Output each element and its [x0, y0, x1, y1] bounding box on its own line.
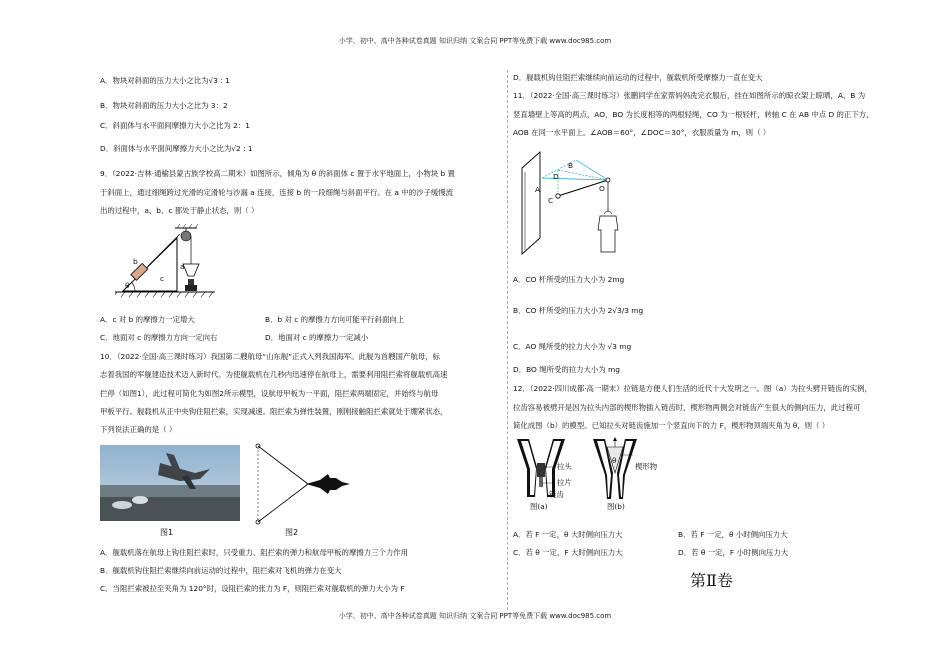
- arrestor-cable-diagram: [250, 442, 360, 527]
- q12-label-theta: θ: [612, 456, 617, 465]
- q8-option-d: D．斜面体与水平面间摩擦力大小之比为√2 : 1: [100, 144, 253, 153]
- column-divider: [507, 70, 508, 610]
- q9-line1: 9．（2022·吉林·通榆县蒙古族学校高二期末）如图所示，倾角为 θ 的斜面体 c 置于水平地面上，小物块 b 置: [100, 169, 455, 178]
- q9-line2: 于斜面上，通过细绳跨过光滑的定滑轮与沙漏 a 连接，连接 b 的一段细绳与斜面平行。在 a 中的沙子缓慢流: [100, 188, 454, 197]
- q11-option-a: A．CO 杆所受的压力大小为 2mg: [513, 275, 625, 284]
- q11-label-O: O: [599, 184, 605, 193]
- q12-option-a: A．若 F 一定，θ 大时侧向压力大: [513, 530, 623, 539]
- q9-option-c: C．地面对 c 的摩擦力方向一定向右: [100, 333, 218, 342]
- q12-option-c: C．若 θ 一定，F 大时侧向压力大: [513, 548, 623, 557]
- q10-line5: 下列说法正确的是（ ）: [100, 425, 177, 434]
- q11-option-b: B．CO 杆所受的压力大小为 2√3/3 mg: [513, 306, 644, 315]
- q10-line4: 甲板平行。舰载机从正中央钩住阻拦索，实现减速。阻拦索为弹性装置，刚刚接触阻拦索就处于绷紧状态，: [100, 407, 448, 416]
- q8-option-a: A．物块对斜面的压力大小之比为√3 : 1: [100, 76, 230, 85]
- q12-line1: 12．（2022·四川成都·高一期末）拉链是方便人们生活的近代十大发明之一。图（a）为拉头劈开链齿的实例，: [513, 384, 872, 393]
- q10-option-b: B．舰载机钩住阻拦索继续向前运动的过程中，阻拦索对飞机的弹力在变大: [100, 566, 342, 575]
- q11-label-A: A: [535, 185, 541, 194]
- aircraft-landing-photo: [100, 445, 240, 521]
- page-header: 小学、初中、高中各种试卷真题 知识归纳 文案合同 PPT等免费下载 www.doc985.com: [338, 37, 612, 45]
- q10-option-d: D．舰载机钩住阻拦索继续向前运动的过程中，舰载机所受摩擦力一直在变大: [513, 73, 763, 82]
- incline-pulley-figure: [115, 224, 225, 299]
- figure2-caption: 图2: [285, 528, 299, 537]
- q9-label-c: c: [160, 274, 165, 283]
- section-title: 第Ⅱ卷: [690, 571, 733, 590]
- clothes-rack-figure: [520, 150, 630, 255]
- q10-option-a: A．舰载机落在航母上钩住阻拦索时，只受重力、阻拦索的弹力和航母甲板的摩擦力三个力作用: [100, 548, 409, 557]
- q12-option-d: D．若 θ 一定，F 小时侧向压力大: [678, 548, 789, 557]
- q12-label-lapian: 拉片: [557, 478, 572, 487]
- q9-option-d: D．地面对 c 的摩擦力一定减小: [265, 333, 369, 342]
- q8-option-c: C．斜面体与水平面间摩擦力大小之比为 2：1: [100, 121, 250, 130]
- q9-option-b: B．b 对 c 的摩擦力方向可能平行斜面向上: [265, 315, 405, 324]
- q12-label-latou: 拉头: [557, 462, 572, 471]
- figure-a-caption: 图(a): [530, 502, 548, 511]
- q12-label-lianchi: 链齿: [549, 490, 564, 499]
- q11-line3: AOB 在同一水平面上。∠AOB＝60°，∠DOC＝30°，衣服质量为 m，则（ ）: [513, 128, 771, 137]
- q11-line1: 11．（2022·全国·高三课时练习）张鹏同学在家帮妈妈洗完衣服后，挂在如图所示的晾衣架上晾晒，A、B 为: [513, 91, 866, 100]
- q12-option-b: B．若 F 一定，θ 小时侧向压力大: [678, 530, 788, 539]
- q12-line2: 拉齿容易被劈开是因为拉头内部的楔形物插入链齿时，楔形物两侧会对链齿产生很大的侧向压力，此过程可: [513, 403, 861, 412]
- q12-label-wedge: 楔形物: [635, 462, 658, 471]
- figure1-caption: 图1: [160, 528, 174, 537]
- q9-label-theta: θ: [125, 281, 130, 290]
- q9-label-a: a: [180, 262, 185, 271]
- page-footer: 小学、初中、高中各种试卷真题 知识归纳 文案合同 PPT等免费下载 www.doc985.com: [338, 612, 612, 620]
- q9-label-b: b: [133, 257, 138, 266]
- q8-option-b: B．物块对斜面的压力大小之比为 3：2: [100, 101, 228, 110]
- q11-option-d: D．BO 绳所受的拉力大小为 mg: [513, 365, 620, 374]
- q11-label-C: C: [548, 196, 554, 205]
- q11-label-D: D: [553, 172, 559, 181]
- figure-b-caption: 图(b): [607, 502, 625, 511]
- q9-line3: 出的过程中，a、b、c 都处于静止状态，则（ ）: [100, 206, 259, 215]
- q10-line3: 拦停（如图1），此过程可简化为如图2所示模型，设航母甲板为一平面，阻拦索两端固定，并始终与航母: [100, 389, 439, 398]
- zipper-figure: [515, 437, 665, 512]
- q11-option-c: C．AO 绳所受的拉力大小为 √3 mg: [513, 342, 632, 351]
- q10-line2: 志着我国的军舰建造技术迈入新时代。为使舰载机在几秒内迅速停在航母上，需要利用阻拦索将舰载机高速: [100, 370, 448, 379]
- q10-line1: 10．（2022·全国·高三课时练习）我国第二艘航母“山东舰”正式入列我国海军。此舰为首艘国产航母，标: [100, 352, 440, 361]
- q11-line2: 竖直墙壁上等高的两点，AO、BO 为长度相等的两根轻绳，CO 为一根轻杆，转轴 C 在 AB 中点 D 的正下方，: [513, 110, 874, 119]
- q10-option-c: C．当阻拦索被拉至夹角为 120°时，设阻拦索的张力为 F，则阻拦索对舰载机的弹力大小为 F: [100, 584, 405, 593]
- q11-label-B: B: [568, 161, 574, 170]
- q9-option-a: A．c 对 b 的摩擦力一定增大: [100, 315, 195, 324]
- q12-line3: 简化成图（b）的模型。已知拉头对链齿施加一个竖直向下的力 F，楔形物顶端夹角为 θ，则（ ）: [513, 421, 830, 430]
